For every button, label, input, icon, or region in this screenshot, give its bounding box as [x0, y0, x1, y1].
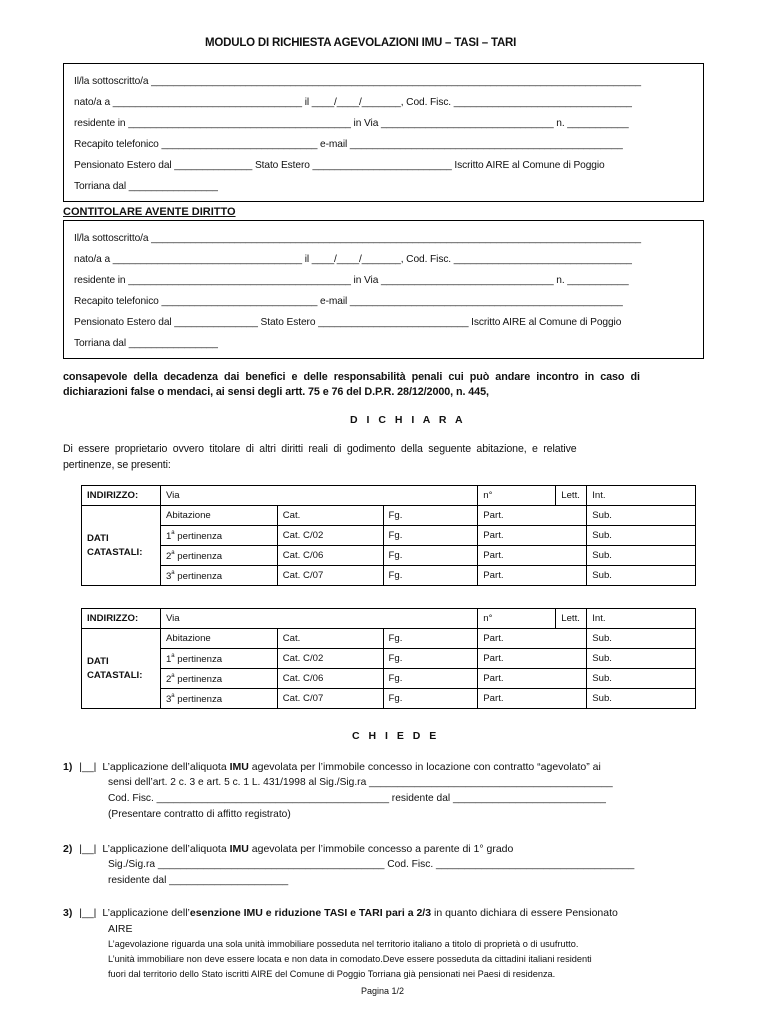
sub-cell[interactable]: Sub. [587, 689, 696, 709]
applicant-pension-line[interactable]: Pensionato Estero dal ______________ Stato Estero _________________________ Iscritto AIRE al Comune di Poggio [74, 160, 605, 171]
request-3-number: 3) [63, 907, 73, 919]
awareness-line-1: consapevole della decadenza dai benefici e delle responsabilità penali cui può andare incontro in caso di [63, 371, 640, 383]
part-cell[interactable]: Part. [478, 669, 587, 689]
request-1 [63, 761, 601, 773]
letter-cell[interactable]: Lett. [561, 613, 580, 624]
request-3-text-pre: L’applicazione dell’ [102, 907, 190, 919]
request-2-text-bold: IMU [229, 843, 249, 855]
applicant-torriana-line[interactable]: Torriana dal ________________ [74, 181, 218, 192]
request-3-note-1: L’agevolazione riguarda una sola unità immobiliare posseduta nel territorio italiano a titolo di proprietà o di usufrutto. [108, 939, 579, 949]
fg-cell[interactable]: Fg. [383, 546, 478, 566]
request-1-text-pre: L’applicazione dell’aliquota [102, 761, 230, 773]
request-2-line-3[interactable]: residente dal _____________________ [108, 875, 289, 886]
fg-cell[interactable]: Fg. [383, 649, 478, 669]
row-name: Abitazione [165, 633, 211, 644]
row-ordinal: 3 [165, 693, 172, 705]
part-cell[interactable]: Part. [478, 689, 587, 709]
table-row [82, 506, 696, 526]
request-2-line-2[interactable]: Sig./Sig.ra ________________________________________ Cod. Fisc. ___________________________________ [108, 859, 635, 870]
part-cell[interactable]: Part. [478, 649, 587, 669]
sub-cell[interactable]: Sub. [587, 629, 696, 649]
cadastral-table-2 [81, 608, 696, 709]
cadastral-table-1 [81, 485, 696, 586]
request-1-checkbox[interactable]: |__| [79, 761, 97, 773]
request-2-number: 2) [63, 843, 73, 855]
part-cell[interactable]: Part. [478, 506, 587, 526]
address-label: INDIRIZZO: [82, 609, 161, 629]
row-name: pertinenza [174, 673, 223, 685]
row-ordinal: 2 [165, 550, 172, 562]
dati-label: DATI [87, 532, 109, 544]
cat-cell[interactable]: Cat. C/07 [277, 566, 383, 586]
row-superscript: a [171, 569, 175, 576]
dati-label: DATI [87, 655, 109, 667]
row-ordinal: 3 [165, 570, 172, 582]
interior-cell[interactable]: Int. [587, 486, 696, 506]
fg-cell[interactable]: Fg. [383, 689, 478, 709]
table-row [82, 649, 696, 669]
request-2-text-pre: L’applicazione dell’aliquota [102, 843, 230, 855]
fg-cell[interactable]: Fg. [383, 566, 478, 586]
request-1-line-3[interactable]: Cod. Fisc. _________________________________________ residente dal ___________________________ [108, 793, 606, 804]
coowner-name-line[interactable]: Il/la sottoscritto/a ________________________________________________________________________________________ [74, 233, 641, 244]
table-row [82, 629, 696, 649]
applicant-name-line[interactable]: Il/la sottoscritto/a ________________________________________________________________________________________ [74, 76, 641, 87]
catastali-label: CATASTALI: [87, 546, 143, 558]
row-name: pertinenza [174, 653, 223, 665]
coowner-pension-line[interactable]: Pensionato Estero dal _______________ Stato Estero ___________________________ Iscritto AIRE al Comune di Poggio [74, 317, 622, 328]
coowner-torriana-line[interactable]: Torriana dal ________________ [74, 338, 218, 349]
part-cell[interactable]: Part. [478, 566, 587, 586]
table-row [82, 689, 696, 709]
request-3-checkbox[interactable]: |__| [79, 907, 97, 919]
request-1-line-2[interactable]: sensi dell’art. 2 c. 3 e art. 5 c. 1 L. 431/1998 al Sig./Sig.ra ___________________________________________ [108, 777, 613, 788]
request-3-text-post: in quanto dichiara di essere Pensionato [431, 907, 618, 919]
cat-cell[interactable]: Cat. [277, 629, 383, 649]
row-name: Abitazione [165, 510, 211, 521]
asks-heading: C H I E D E [352, 730, 440, 742]
request-1-text-bold: IMU [229, 761, 249, 773]
sub-cell[interactable]: Sub. [587, 546, 696, 566]
request-2 [63, 843, 513, 855]
number-cell[interactable]: n° [478, 609, 556, 628]
number-cell[interactable]: n° [478, 486, 556, 505]
via-cell[interactable]: Via [160, 486, 477, 506]
row-ordinal: 1 [165, 653, 172, 665]
row-ordinal: 2 [165, 673, 172, 685]
request-3-note-2: L’unità immobiliare non deve essere locata e non data in comodato.Deve essere posseduta da cittadini italiani residenti [108, 954, 592, 964]
sub-cell[interactable]: Sub. [587, 669, 696, 689]
cat-cell[interactable]: Cat. C/06 [277, 669, 383, 689]
request-1-line-4: (Presentare contratto di affitto registrato) [108, 809, 291, 820]
sub-cell[interactable]: Sub. [587, 506, 696, 526]
fg-cell[interactable]: Fg. [383, 526, 478, 546]
part-cell[interactable]: Part. [478, 526, 587, 546]
fg-cell[interactable]: Fg. [383, 629, 478, 649]
letter-cell[interactable]: Lett. [561, 490, 580, 501]
row-superscript: a [171, 672, 175, 679]
request-1-number: 1) [63, 761, 73, 773]
declaration-line-1: Di essere proprietario ovvero titolare di altri diritti reali di godimento della seguente abitazione, e relative [63, 443, 577, 455]
fg-cell[interactable]: Fg. [383, 506, 478, 526]
table-row [82, 546, 696, 566]
request-1-text-post: agevolata per l’immobile concesso in locazione con contratto “agevolato” ai [248, 761, 601, 773]
via-cell[interactable]: Via [160, 609, 477, 629]
cat-cell[interactable]: Cat. [277, 506, 383, 526]
coowner-contact-line[interactable]: Recapito telefonico ____________________________ e-mail _________________________________________________ [74, 296, 623, 307]
fg-cell[interactable]: Fg. [383, 669, 478, 689]
part-cell[interactable]: Part. [478, 546, 587, 566]
table-row [82, 526, 696, 546]
sub-cell[interactable]: Sub. [587, 649, 696, 669]
sub-cell[interactable]: Sub. [587, 566, 696, 586]
table-row [82, 486, 696, 506]
cat-cell[interactable]: Cat. C/07 [277, 689, 383, 709]
row-superscript: a [171, 692, 175, 699]
request-2-text-post: agevolata per l’immobile concesso a parente di 1° grado [248, 843, 514, 855]
applicant-contact-line[interactable]: Recapito telefonico ____________________________ e-mail _________________________________________________ [74, 139, 623, 150]
coowner-residence-line[interactable]: residente in ________________________________________ in Via _______________________________ n. ___________ [74, 275, 629, 286]
table-row [82, 609, 696, 629]
coowner-heading: CONTITOLARE AVENTE DIRITTO [63, 206, 236, 218]
cat-cell[interactable]: Cat. C/06 [277, 546, 383, 566]
declares-heading: D I C H I A R A [350, 414, 466, 426]
part-cell[interactable]: Part. [478, 629, 587, 649]
interior-cell[interactable]: Int. [587, 609, 696, 629]
row-name: pertinenza [174, 570, 223, 582]
cat-cell[interactable]: Cat. C/02 [277, 649, 383, 669]
row-name: pertinenza [174, 693, 223, 705]
request-3-text-bold: esenzione IMU e riduzione TASI e TARI pari a 2/3 [189, 907, 432, 919]
row-ordinal: 1 [165, 530, 172, 542]
awareness-line-2: dichiarazioni false o mendaci, ai sensi degli artt. 75 e 76 del D.P.R. 28/12/2000, n. 445, [63, 386, 489, 398]
coowner-birth-line[interactable]: nato/a a __________________________________ il ____/____/_______, Cod. Fisc. ________________________________ [74, 254, 632, 265]
request-2-checkbox[interactable]: |__| [79, 843, 97, 855]
address-label: INDIRIZZO: [82, 486, 161, 506]
applicant-residence-line[interactable]: residente in ________________________________________ in Via _______________________________ n. ___________ [74, 118, 629, 129]
row-superscript: a [171, 529, 175, 536]
request-3-note-3: fuori dal territorio dello Stato iscritti AIRE del Comune di Poggio Torriana già pensionati nei Paesi di residenza. [108, 969, 556, 979]
row-superscript: a [171, 652, 175, 659]
request-3-line-2: AIRE [108, 923, 133, 935]
sub-cell[interactable]: Sub. [587, 526, 696, 546]
row-name: pertinenza [174, 530, 223, 542]
table-row [82, 669, 696, 689]
row-superscript: a [171, 549, 175, 556]
row-name: pertinenza [174, 550, 223, 562]
page-title: MODULO DI RICHIESTA AGEVOLAZIONI IMU – TASI – TARI [205, 37, 517, 49]
cat-cell[interactable]: Cat. C/02 [277, 526, 383, 546]
table-row [82, 566, 696, 586]
page-number: Pagina 1/2 [361, 986, 405, 996]
declaration-line-2: pertinenze, se presenti: [63, 459, 171, 471]
request-3 [63, 907, 618, 919]
applicant-birth-line[interactable]: nato/a a __________________________________ il ____/____/_______, Cod. Fisc. ________________________________ [74, 97, 632, 108]
catastali-label: CATASTALI: [87, 669, 143, 681]
